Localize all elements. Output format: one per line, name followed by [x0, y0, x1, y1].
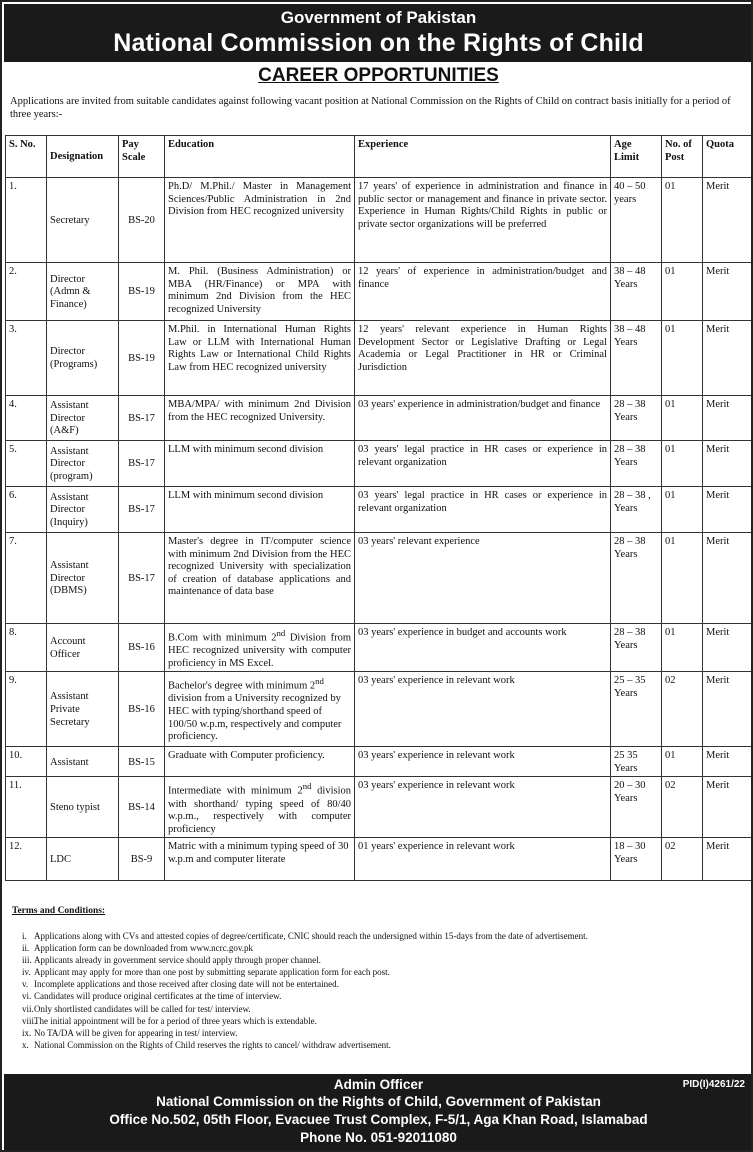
table-row: [6, 624, 753, 672]
term-number: v.: [22, 979, 29, 990]
table-row: [6, 672, 753, 747]
cell-experience: 12 years' of experience in administration/budget and finance: [355, 263, 611, 321]
cell-age-limit: 25 35 Years: [611, 747, 662, 777]
footer-band: [4, 1074, 753, 1152]
cell-quota: Merit: [703, 396, 753, 441]
term-item: [12, 978, 747, 990]
cell-pay-scale: BS-19: [119, 321, 165, 396]
term-item: [12, 1039, 747, 1051]
cell-education: Intermediate with minimum 2nd division with shorthand/ typing speed of 80/40 w.p.m., respectively with computer proficiency: [165, 777, 355, 838]
cell-sno: 6.: [6, 487, 47, 533]
cell-sno: 7.: [6, 533, 47, 624]
col-header-experience: Experience: [355, 136, 611, 178]
cell-education: Master's degree in IT/computer science with minimum 2nd Division from the HEC recognized University with specialization of creation of database applications and maintenance of data base: [165, 533, 355, 624]
cell-designation: Secretary: [47, 178, 119, 263]
term-item: [12, 954, 747, 966]
term-item: [12, 1015, 747, 1027]
cell-age-limit: 38 – 48 Years: [611, 263, 662, 321]
term-number: viii.: [22, 1015, 37, 1026]
cell-age-limit: 38 – 48 Years: [611, 321, 662, 396]
cell-experience: 03 years' experience in administration/budget and finance: [355, 396, 611, 441]
intro-text: Applications are invited from suitable candidates against following vacant position at National Commission on the Rights of Child on contract basis initially for a period of three years:-: [10, 96, 731, 120]
term-text: Applicants already in government service should apply through proper channel.: [34, 955, 321, 966]
term-text: National Commission on the Rights of Child reserves the rights to cancel/ withdraw advertisement.: [34, 1039, 391, 1050]
cell-designation: Director (Programs): [47, 321, 119, 396]
cell-designation: Director (Admn & Finance): [47, 263, 119, 321]
cell-posts: 01: [662, 533, 703, 624]
cell-designation: Assistant Director (Inquiry): [47, 487, 119, 533]
cell-pay-scale: BS-9: [119, 838, 165, 881]
col-header-quota: Quota: [703, 136, 753, 178]
col-header-designation: Designation: [47, 136, 119, 178]
table-row: [6, 533, 753, 624]
cell-age-limit: 18 – 30 Years: [611, 838, 662, 881]
table-row: [6, 441, 753, 487]
cell-posts: 01: [662, 321, 703, 396]
cell-quota: Merit: [703, 263, 753, 321]
cell-age-limit: 28 – 38 Years: [611, 624, 662, 672]
term-number: i.: [22, 931, 27, 941]
cell-posts: 01: [662, 396, 703, 441]
commission-title: National Commission on the Rights of Child: [113, 29, 644, 57]
cell-age-limit: 40 – 50 years: [611, 178, 662, 263]
cell-education: M.Phil. in International Human Rights Law or LLM with International Human Rights Law or International Child Rights Law from HEC recognized university: [165, 321, 355, 396]
cell-pay-scale: BS-16: [119, 624, 165, 672]
cell-experience: 03 years' experience in relevant work: [355, 747, 611, 777]
cell-education: Matric with a minimum typing speed of 30 w.p.m and computer literate: [165, 838, 355, 881]
cell-designation: Assistant Director (program): [47, 441, 119, 487]
term-item: [12, 930, 747, 942]
cell-quota: Merit: [703, 838, 753, 881]
footer-address: Office No.502, 05th Floor, Evacuee Trust Complex, F-5/1, Aga Khan Road, Islamabad: [109, 1112, 648, 1127]
vacancies-table: [5, 135, 753, 881]
cell-posts: 01: [662, 441, 703, 487]
cell-experience: 03 years' legal practice in HR cases or experience in relevant organization: [355, 441, 611, 487]
terms-title: Terms and Conditions:: [12, 906, 106, 916]
term-number: x.: [22, 1039, 29, 1050]
term-number: vi.: [22, 991, 32, 1002]
cell-pay-scale: BS-17: [119, 487, 165, 533]
table-row: [6, 747, 753, 777]
cell-age-limit: 28 – 38 Years: [611, 441, 662, 487]
term-number: iv.: [22, 967, 31, 978]
cell-education: Bachelor's degree with minimum 2nd division from a University recognized by HEC with typing/shorthand speed of 100/50 w.p.m, respectively and computer proficiency.: [165, 672, 355, 747]
cell-experience: 03 years' experience in budget and accounts work: [355, 624, 611, 672]
term-text: Incomplete applications and those received after closing date will not be entertained.: [34, 979, 339, 990]
cell-posts: 01: [662, 624, 703, 672]
col-header-education: Education: [165, 136, 355, 178]
cell-experience: 01 years' experience in relevant work: [355, 838, 611, 881]
cell-posts: 01: [662, 263, 703, 321]
footer-organization: National Commission on the Rights of Child, Government of Pakistan: [156, 1094, 601, 1109]
admin-officer: Admin Officer: [333, 1077, 424, 1092]
cell-posts: 02: [662, 777, 703, 838]
cell-sno: 3.: [6, 321, 47, 396]
cell-designation: Assistant Director (A&F): [47, 396, 119, 441]
cell-designation: Steno typist: [47, 777, 119, 838]
cell-pay-scale: BS-17: [119, 533, 165, 624]
cell-sno: 4.: [6, 396, 47, 441]
cell-quota: Merit: [703, 441, 753, 487]
cell-posts: 01: [662, 178, 703, 263]
header-band: [4, 4, 753, 62]
cell-quota: Merit: [703, 747, 753, 777]
term-text: Applications along with CVs and attested copies of degree/certificate, CNIC should reach the undersigned within 15-days from the date of advertisement.: [34, 931, 588, 941]
cell-experience: 12 years' relevant experience in Human Rights Development Sector or Legislative Drafting or Legal Academia or Legal Practitioner in HR or Criminal Jurisdiction: [355, 321, 611, 396]
cell-education: LLM with minimum second division: [165, 487, 355, 533]
table-row: [6, 777, 753, 838]
cell-designation: Assistant Director (DBMS): [47, 533, 119, 624]
cell-experience: 03 years' legal practice in HR cases or experience in relevant organization: [355, 487, 611, 533]
cell-quota: Merit: [703, 533, 753, 624]
cell-experience: 03 years' relevant experience: [355, 533, 611, 624]
cell-pay-scale: BS-16: [119, 672, 165, 747]
term-item: [12, 990, 747, 1002]
cell-education: Graduate with Computer proficiency.: [165, 747, 355, 777]
term-item: [12, 1027, 747, 1039]
cell-quota: Merit: [703, 321, 753, 396]
career-heading: [2, 65, 753, 87]
cell-quota: Merit: [703, 178, 753, 263]
table-row: [6, 321, 753, 396]
cell-pay-scale: BS-14: [119, 777, 165, 838]
term-text: Application form can be downloaded from www.ncrc.gov.pk: [34, 943, 254, 954]
term-item: [12, 1003, 747, 1015]
cell-quota: Merit: [703, 672, 753, 747]
cell-sno: 11.: [6, 777, 47, 838]
cell-pay-scale: BS-17: [119, 396, 165, 441]
cell-pay-scale: BS-15: [119, 747, 165, 777]
table-row: [6, 178, 753, 263]
cell-sno: 1.: [6, 178, 47, 263]
table-row: [6, 838, 753, 881]
term-number: ii.: [22, 943, 30, 954]
cell-pay-scale: BS-17: [119, 441, 165, 487]
cell-education: B.Com with minimum 2nd Division from HEC recognized university with computer proficiency in MS Excel.: [165, 624, 355, 672]
cell-age-limit: 25 – 35 Years: [611, 672, 662, 747]
cell-sno: 12.: [6, 838, 47, 881]
term-item: [12, 966, 747, 978]
table-row: [6, 396, 753, 441]
cell-designation: Assistant Private Secretary: [47, 672, 119, 747]
term-text: Only shortlisted candidates will be called for test/ interview.: [34, 1003, 251, 1014]
cell-sno: 5.: [6, 441, 47, 487]
terms-section: [12, 906, 747, 1051]
cell-posts: 02: [662, 672, 703, 747]
term-item: [12, 942, 747, 954]
cell-education: M. Phil. (Business Administration) or MBA (HR/Finance) or MPA with minimum 2nd Division from the HEC recognized University: [165, 263, 355, 321]
term-number: ix.: [22, 1027, 32, 1038]
table-header-row: [6, 136, 753, 178]
table-row: [6, 263, 753, 321]
cell-posts: 01: [662, 487, 703, 533]
term-text: Applicant may apply for more than one post by submitting separate application form for each post.: [34, 967, 390, 978]
cell-sno: 9.: [6, 672, 47, 747]
col-header-sno: S. No.: [6, 136, 47, 178]
cell-designation: Assistant: [47, 747, 119, 777]
term-number: iii.: [22, 955, 32, 966]
cell-education: Ph.D/ M.Phil./ Master in Management Sciences/Public Administration in 2nd Division from HEC recognized university: [165, 178, 355, 263]
cell-designation: Account Officer: [47, 624, 119, 672]
cell-age-limit: 28 – 38 Years: [611, 396, 662, 441]
footer-phone: Phone No. 051-92011080: [300, 1130, 457, 1145]
career-title: CAREER OPPORTUNITIES: [258, 65, 499, 86]
cell-posts: 01: [662, 747, 703, 777]
cell-education: MBA/MPA/ with minimum 2nd Division from the HEC recognized University.: [165, 396, 355, 441]
cell-quota: Merit: [703, 487, 753, 533]
col-header-pay-scale: Pay Scale: [119, 136, 165, 178]
pid-number: PID(I)4261/22: [682, 1079, 745, 1090]
term-number: vii.: [22, 1003, 34, 1014]
cell-quota: Merit: [703, 777, 753, 838]
cell-pay-scale: BS-19: [119, 263, 165, 321]
government-title: Government of Pakistan: [280, 8, 477, 27]
cell-quota: Merit: [703, 624, 753, 672]
cell-age-limit: 28 – 38 Years: [611, 533, 662, 624]
cell-experience: 03 years' experience in relevant work: [355, 672, 611, 747]
cell-sno: 2.: [6, 263, 47, 321]
cell-experience: 03 years' experience in relevant work: [355, 777, 611, 838]
cell-sno: 10.: [6, 747, 47, 777]
term-text: Candidates will produce original certificates at the time of interview.: [34, 991, 282, 1002]
col-header-age-limit: Age Limit: [611, 136, 662, 178]
term-text: No TA/DA will be given for appearing in test/ interview.: [34, 1027, 238, 1038]
table-row: [6, 487, 753, 533]
cell-pay-scale: BS-20: [119, 178, 165, 263]
cell-experience: 17 years' of experience in administration and finance in public sector or management and finance in private sector. Experience in Human Rights/Child Rights in public or private sector organizations will be preferred: [355, 178, 611, 263]
cell-age-limit: 20 – 30 Years: [611, 777, 662, 838]
term-text: The initial appointment will be for a period of three years which is extendable.: [34, 1015, 317, 1026]
cell-age-limit: 28 – 38 , Years: [611, 487, 662, 533]
cell-posts: 02: [662, 838, 703, 881]
col-header-posts: No. of Post: [662, 136, 703, 178]
cell-designation: LDC: [47, 838, 119, 881]
cell-sno: 8.: [6, 624, 47, 672]
cell-education: LLM with minimum second division: [165, 441, 355, 487]
